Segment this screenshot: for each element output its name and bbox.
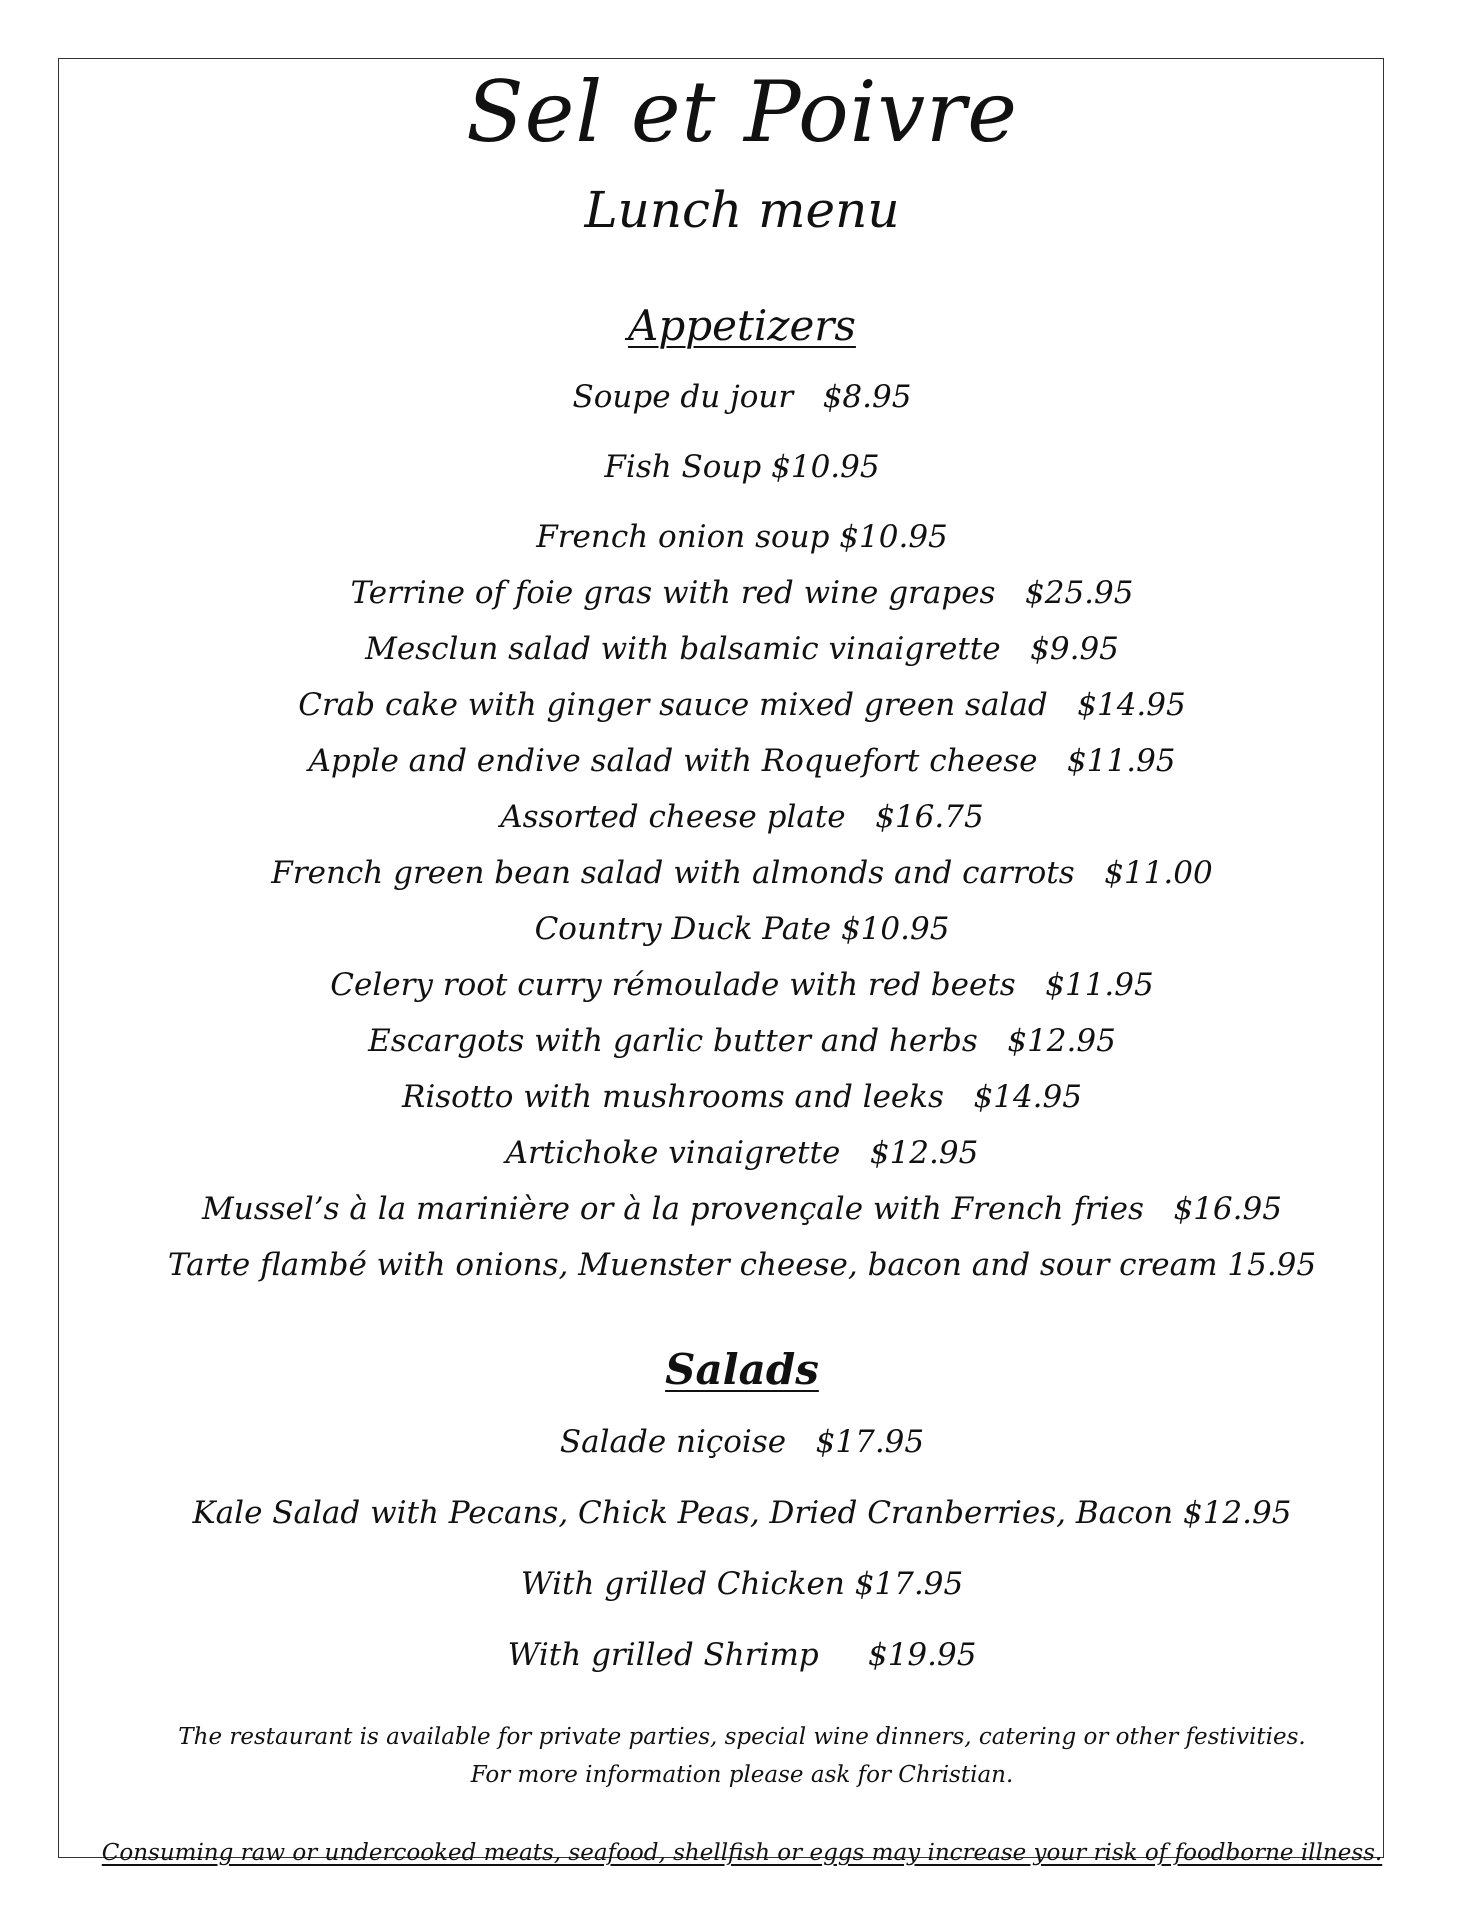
appetizer-item: Terrine of foie gras with red wine grapes $25.95	[350, 575, 1134, 611]
appetizer-item: Mesclun salad with balsamic vinaigrette $9.95	[365, 631, 1119, 667]
appetizer-item: Fish Soup $10.95	[604, 449, 880, 485]
appetizer-item: French onion soup $10.95	[536, 519, 948, 555]
appetizer-item: French green bean salad with almonds and carrots $11.00	[271, 855, 1213, 891]
contact-note: For more information please ask for Christian.	[470, 1762, 1014, 1788]
appetizers-heading: Appetizers	[628, 301, 856, 350]
appetizer-item: Apple and endive salad with Roquefort cheese $11.95	[308, 743, 1176, 779]
appetizer-item: Soupe du jour $8.95	[572, 379, 912, 415]
salads-heading: Salads	[665, 1345, 819, 1394]
salad-item: Salade niçoise $17.95	[559, 1424, 925, 1460]
health-warning: Consuming raw or undercooked meats, seafood, shellfish or eggs may increase your risk of foodborne illness.	[101, 1840, 1383, 1866]
appetizer-item: Mussel’s à la marinière or à la provençale with French fries $16.95	[202, 1191, 1282, 1227]
appetizer-item: Risotto with mushrooms and leeks $14.95	[401, 1079, 1082, 1115]
menu-title: Lunch menu	[584, 181, 900, 239]
appetizer-item: Crab cake with ginger sauce mixed green salad $14.95	[298, 687, 1186, 723]
restaurant-name: Sel et Poivre	[466, 63, 1018, 161]
salad-item: With grilled Chicken $17.95	[520, 1566, 964, 1602]
appetizer-item: Artichoke vinaigrette $12.95	[505, 1135, 979, 1171]
private-parties-note: The restaurant is available for private parties, special wine dinners, catering or other festivities.	[178, 1724, 1306, 1750]
salad-item: Kale Salad with Pecans, Chick Peas, Dried Cranberries, Bacon $12.95	[192, 1495, 1292, 1531]
appetizer-item: Country Duck Pate $10.95	[534, 911, 950, 947]
appetizer-item: Escargots with garlic butter and herbs $12.95	[368, 1023, 1116, 1059]
appetizer-item: Assorted cheese plate $16.75	[500, 799, 984, 835]
appetizer-item: Celery root curry rémoulade with red beets $11.95	[330, 967, 1154, 1003]
salad-item: With grilled Shrimp $19.95	[507, 1637, 977, 1673]
appetizer-item: Tarte flambé with onions, Muenster cheese, bacon and sour cream 15.95	[167, 1247, 1317, 1283]
